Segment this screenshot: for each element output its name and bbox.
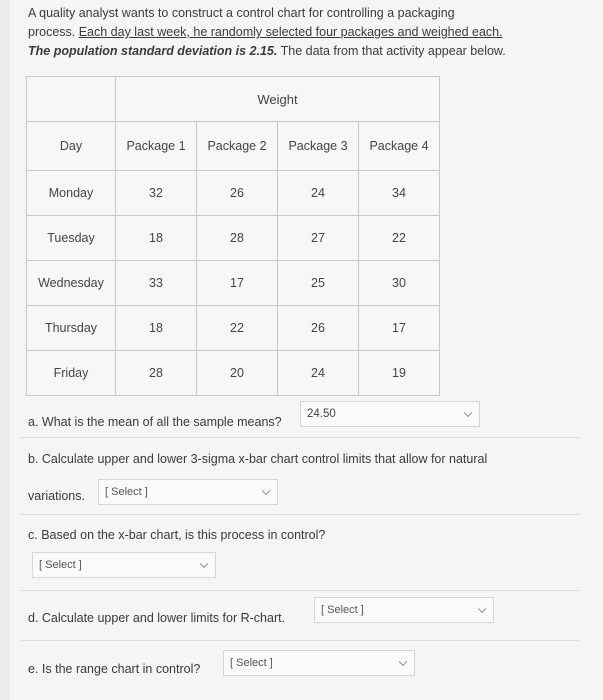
intro-line-3-text: The data from that activity appear below. [277, 44, 506, 58]
divider [20, 640, 580, 641]
question-e-text: e. Is the range chart in control? [28, 662, 201, 676]
question-d-selected-value: [ Select ] [321, 604, 364, 616]
weight-cell: 27 [278, 216, 359, 261]
question-d-text: d. Calculate upper and lower limits for R-chart. [28, 611, 286, 625]
question-b-text-line2: variations. [28, 489, 85, 503]
package-4-header: Package 4 [359, 122, 440, 171]
empty-corner-cell [27, 77, 116, 122]
question-b-dropdown[interactable] [98, 479, 278, 505]
weight-data-table [26, 76, 440, 396]
table-row [27, 351, 440, 396]
weight-cell: 17 [197, 261, 278, 306]
weight-cell: 22 [197, 306, 278, 351]
weight-cell: 28 [197, 216, 278, 261]
package-2-header: Package 2 [197, 122, 278, 171]
package-3-header: Package 3 [278, 122, 359, 171]
intro-line-2 [28, 23, 528, 42]
day-cell: Tuesday [27, 216, 116, 261]
intro-line-1: A quality analyst wants to construct a control chart for controlling a packaging [28, 6, 455, 20]
weight-cell: 28 [116, 351, 197, 396]
divider [20, 514, 580, 515]
chevron-down-icon [399, 658, 407, 666]
day-cell: Monday [27, 171, 116, 216]
day-cell: Thursday [27, 306, 116, 351]
question-a-selected-value: 24.50 [307, 408, 336, 420]
chevron-down-icon [200, 560, 208, 568]
question-b-selected-value: [ Select ] [105, 486, 148, 498]
intro-line-3 [28, 42, 528, 61]
weight-group-header: Weight [116, 77, 440, 122]
intro-line-2-text: process. [28, 25, 79, 39]
weight-cell: 18 [116, 216, 197, 261]
weight-cell: 30 [359, 261, 440, 306]
weight-cell: 20 [197, 351, 278, 396]
package-1-header: Package 1 [116, 122, 197, 171]
table-row [27, 216, 440, 261]
weight-cell: 26 [278, 306, 359, 351]
weight-cell: 22 [359, 216, 440, 261]
day-cell: Friday [27, 351, 116, 396]
question-c-text: c. Based on the x-bar chart, is this process in control? [28, 528, 326, 542]
weight-cell: 18 [116, 306, 197, 351]
weight-cell: 32 [116, 171, 197, 216]
question-page [10, 0, 603, 700]
weight-cell: 26 [197, 171, 278, 216]
question-a-text: a. What is the mean of all the sample means? [28, 415, 282, 429]
weight-cell: 19 [359, 351, 440, 396]
weight-cell: 24 [278, 351, 359, 396]
question-e-dropdown[interactable] [223, 650, 415, 676]
question-e-selected-value: [ Select ] [230, 657, 273, 669]
divider [20, 437, 580, 438]
intro-underlined-text: Each day last week, he randomly selected four packages and weighed each. [78, 25, 503, 39]
intro-bold-text: The population standard deviation is 2.15. [28, 44, 278, 58]
chevron-down-icon [262, 487, 270, 495]
chevron-down-icon [478, 605, 486, 613]
question-c-selected-value: [ Select ] [39, 559, 82, 571]
day-cell: Wednesday [27, 261, 116, 306]
question-b-text: b. Calculate upper and lower 3-sigma x-bar chart control limits that allow for natural [28, 452, 488, 466]
question-c-dropdown[interactable] [32, 552, 216, 578]
question-a-dropdown[interactable] [300, 401, 480, 427]
chevron-down-icon [464, 409, 472, 417]
question-d-dropdown[interactable] [314, 597, 494, 623]
divider [20, 590, 580, 591]
weight-cell: 17 [359, 306, 440, 351]
table-row [27, 306, 440, 351]
table-row [27, 171, 440, 216]
problem-statement [28, 4, 528, 61]
weight-cell: 34 [359, 171, 440, 216]
table-row [27, 261, 440, 306]
weight-cell: 24 [278, 171, 359, 216]
weight-cell: 33 [116, 261, 197, 306]
day-column-header: Day [27, 122, 116, 171]
weight-cell: 25 [278, 261, 359, 306]
